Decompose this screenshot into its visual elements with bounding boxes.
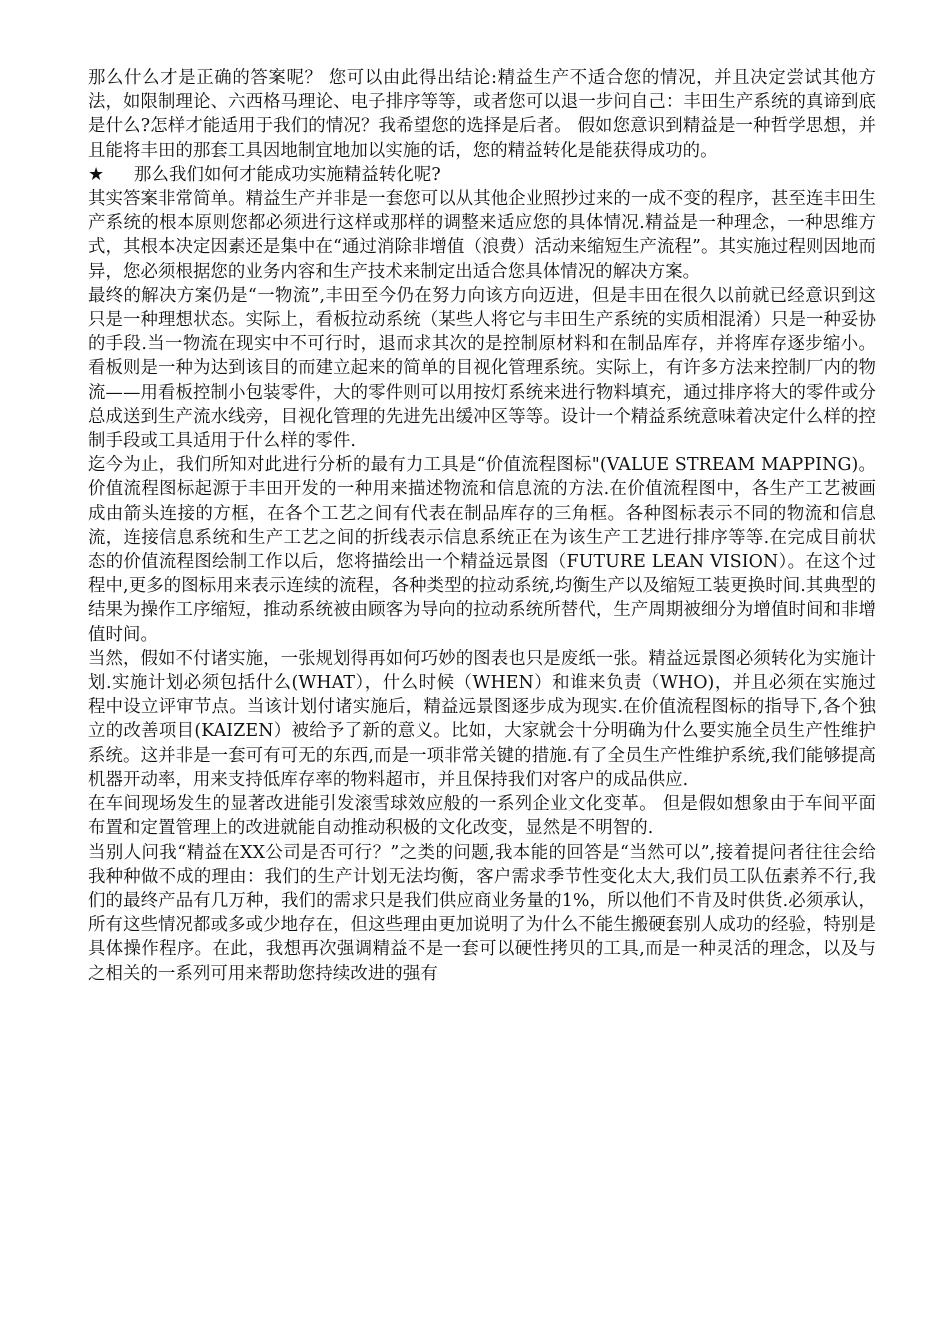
paragraph-feasibility: 当别人问我“精益在XX公司是否可行？”之类的问题,我本能的回答是“当然可以”,接着提问者往往会给我种种做不成的理由：我们的生产计划无法均衡，客户需求季节性变化太大,我们员工队伍素养不行,我们的最终产品有几万种，我们的需求只是我们供应商业务量的1%，所以他们不肯及时供货.必须承认，所有这些情况都或多或少地存在，但这些理由更加说明了为什么不能生搬硬套别人成功的经验，特别是具体操作程序。在此，我想再次强调精益不是一套可以硬性拷贝的工具,而是一种灵活的理念，以及与之相关的一系列可用来帮助您持续改进的强有	[88, 842, 876, 984]
paragraph-culture: 在车间现场发生的显著改进能引发滚雪球效应般的一系列企业文化变革。 但是假如想象由于车间平面布置和定置管理上的改进就能自动推动积极的文化改变，显然是不明智的.	[88, 794, 876, 839]
section-heading-text: 那么我们如何才能成功实施精益转化呢?	[134, 164, 441, 185]
star-icon: ★	[88, 163, 105, 185]
paragraph-one-piece-flow: 最终的解决方案仍是“一物流”,丰田至今仍在努力向该方向迈进，但是丰田在很久以前就已经意识到这只是一种理想状态。实际上，看板拉动系统（某些人将它与丰田生产系统的实质相混淆）只是一种妥协的手段.当一物流在现实中不可行时，退而求其次的是控制原材料和在制品库存，并将库存逐步缩小。看板则是一种为达到该目的而建立起来的简单的目视化管理系统。实际上，有许多方法来控制厂内的物流——用看板控制小包装零件，大的零件则可以用按灯系统来进行物料填充，通过排序将大的零件或分总成送到生产流水线旁，目视化管理的先进先出缓冲区等等。设计一个精益系统意味着决定什么样的控制手段或工具适用于什么样的零件.	[88, 285, 876, 452]
document-page	[88, 66, 876, 986]
paragraph-answer: 其实答案非常简单。精益生产并非是一套您可以从其他企业照抄过来的一成不变的程序，甚至连丰田生产系统的根本原则您都必须进行这样或那样的调整来适应您的具体情况.精益是一种理念，一种思维方式，其根本决定因素还是集中在“通过消除非增值（浪费）活动来缩短生产流程”。其实施过程则因地而异，您必须根据您的业务内容和生产技术来制定出适合您具体情况的解决方案。	[88, 189, 876, 282]
paragraph-value-stream: 迄今为止，我们所知对此进行分析的最有力工具是“价值流程图标"(VALUE STREAM MAPPING)。价值流程图标起源于丰田开发的一种用来描述物流和信息流的方法.在价值流程图中，各生产工艺被画成由箭头连接的方框，在各个工艺之间有代表在制品库存的三角框。各种图标表示不同的物流和信息流，连接信息系统和生产工艺之间的折线表示信息系统正在为该生产工艺进行排序等等.在完成目前状态的价值流程图绘制工作以后，您将描绘出一个精益远景图（FUTURE LEAN VISION）。在这个过程中,更多的图标用来表示连续的流程，各种类型的拉动系统,均衡生产以及缩短工装更换时间.其典型的结果为操作工序缩短，推动系统被由顾客为导向的拉动系统所替代，生产周期被细分为增值时间和非增值时间。	[88, 455, 876, 645]
section-heading	[88, 163, 876, 187]
paragraph-intro: 那么什么才是正确的答案呢？ 您可以由此得出结论:精益生产不适合您的情况，并且决定尝试其他方法，如限制理论、六西格马理论、电子排序等等，或者您可以退一步问自己：丰田生产系统的真谛到底是什么?怎样才能适用于我们的情况？我希望您的选择是后者。 假如您意识到精益是一种哲学思想，并且能将丰田的那套工具因地制宜地加以实施的话，您的精益转化是能获得成功的。	[88, 68, 876, 161]
paragraph-implementation: 当然，假如不付诸实施，一张规划得再如何巧妙的图表也只是废纸一张。精益远景图必须转化为实施计划.实施计划必须包括什么(WHAT），什么时候（WHEN）和谁来负责（WHO)，并且必须在实施过程中设立评审节点。当该计划付诸实施后，精益远景图逐步成为现实.在价值流程图标的指导下,各个独立的改善项目(KAIZEN）被给予了新的意义。比如，大家就会十分明确为什么要实施全员生产性维护系统。这并非是一套可有可无的东西,而是一项非常关键的措施.有了全员生产性维护系统,我们能够提高机器开动率，用来支持低库存率的物料超市，并且保持我们对客户的成品供应.	[88, 648, 876, 790]
